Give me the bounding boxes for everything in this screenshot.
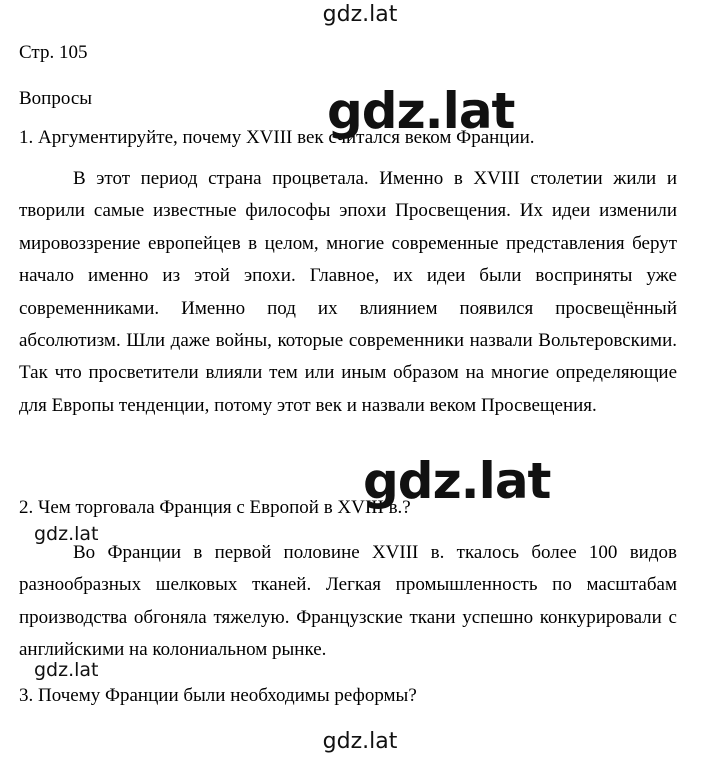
watermark-small-1: gdz.lat (34, 523, 99, 545)
watermark-top: gdz.lat (322, 2, 398, 27)
section-title: Вопросы (19, 88, 93, 109)
watermark-small-2: gdz.lat (34, 659, 99, 681)
page-number-label: Стр. 105 (19, 42, 88, 63)
question-1-title: 1. Аргументируйте, почему XVIII век считался веком Франции. (19, 127, 535, 148)
question-2-title: 2. Чем торговала Франция с Европой в XVIII в.? (19, 497, 411, 518)
watermark-large-2: gdz.lat (363, 452, 551, 510)
question-2-answer: Во Франции в первой половине XVIII в. ткалось более 100 видов разнообразных шелковых тканей. Легкая промышленность по масштабам производства обгоняла тяжелую. Французские ткани успешно конкурировали с английскими на колониальном рынке. (19, 542, 677, 661)
watermark-bottom: gdz.lat (322, 729, 398, 754)
question-3-title: 3. Почему Франции были необходимы реформы? (19, 685, 417, 706)
watermark-large-1: gdz.lat (327, 82, 515, 140)
question-1-answer: В этот период страна процветала. Именно в XVIII столетии жили и творили самые известные философы эпохи Просвещения. Их идеи изменили мировоззрение европейцев в целом, многие современные представления берут начало именно из этой эпохи. Главное, их идеи были восприняты уже современниками. Именно под их влиянием появился просвещённый абсолютизм. Шли даже войны, которые современники назвали Вольтеровскими. Так что просветители влияли тем или иным образом на многие определяющие для Европы тенденции, потому этот век и назвали веком Просвещения. (19, 168, 677, 416)
